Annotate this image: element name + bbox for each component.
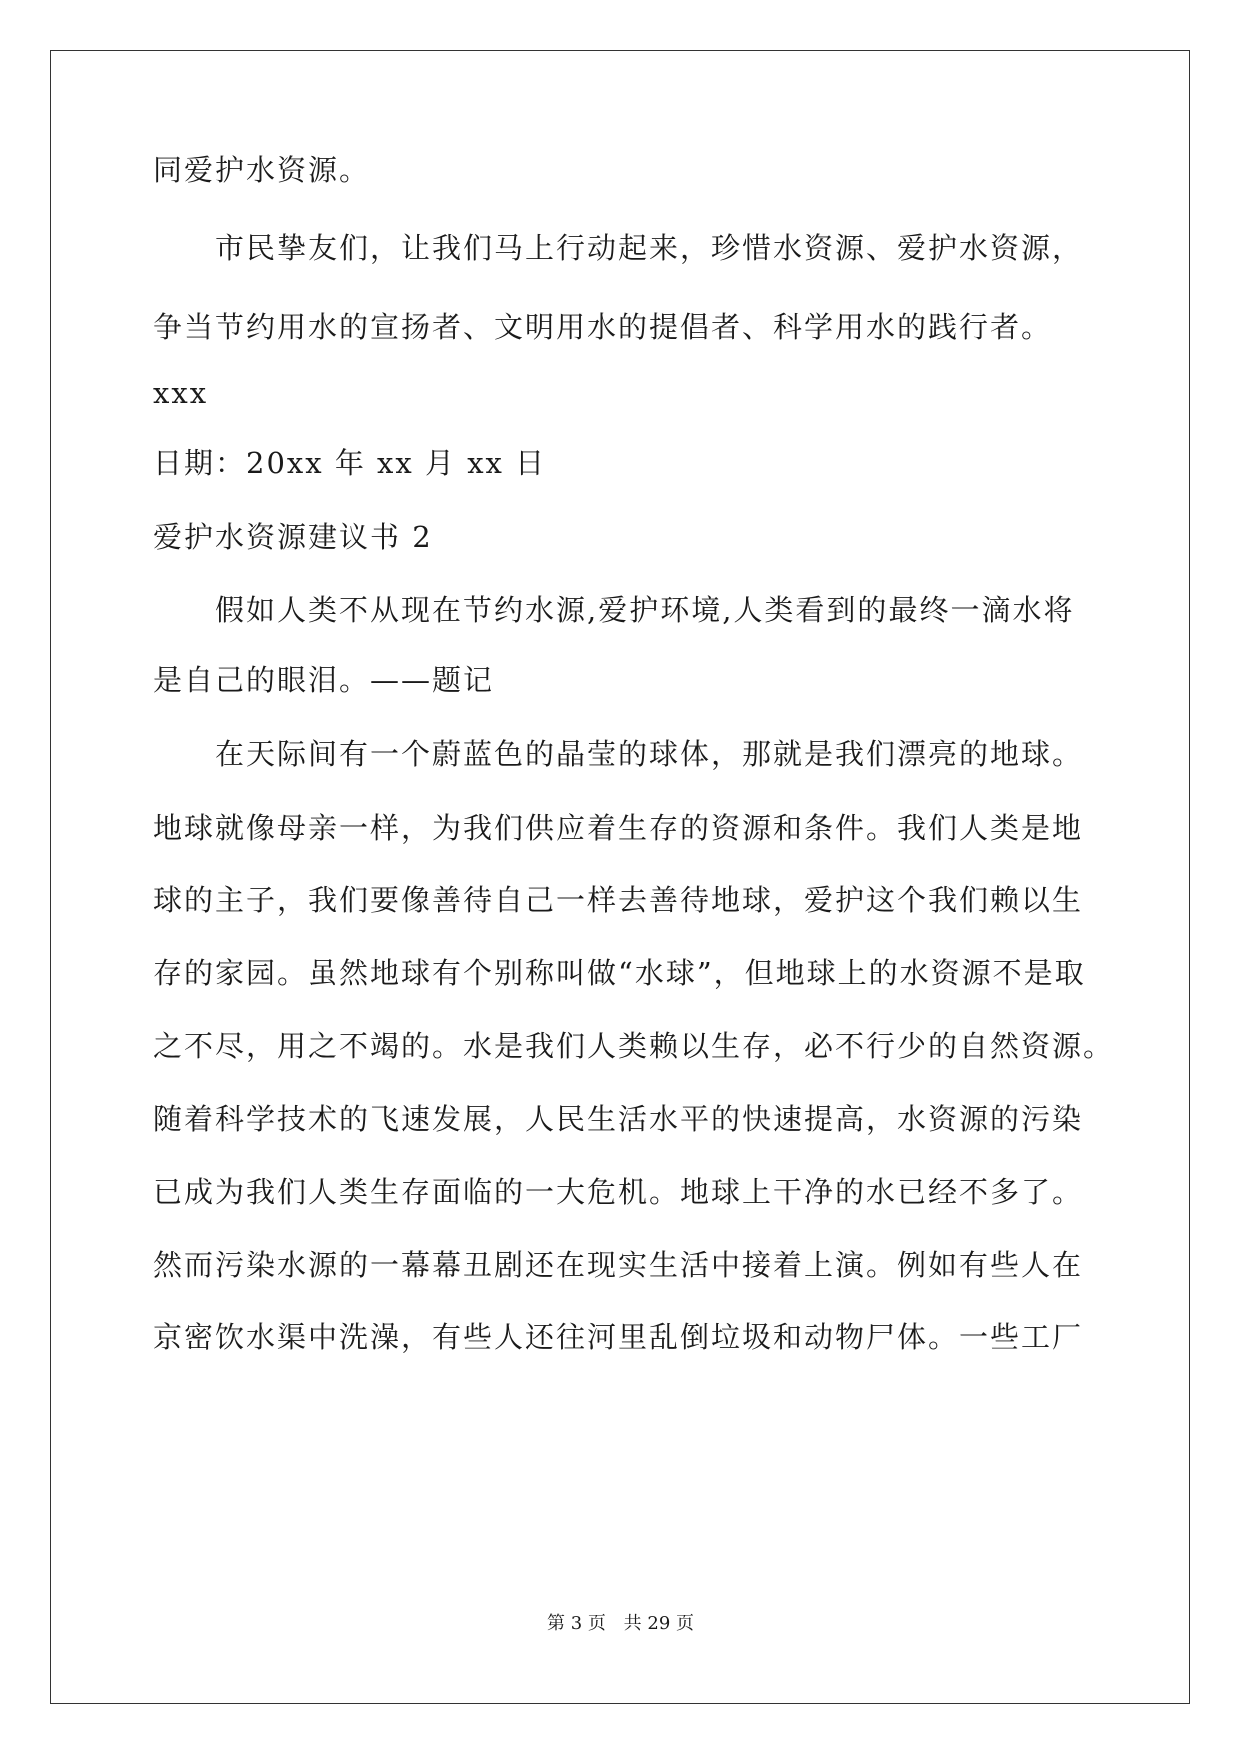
text-line: 存的家园。虽然地球有个别称叫做“水球”，但地球上的水资源不是取 — [153, 956, 1086, 990]
page-number: 第 3 页 — [547, 1613, 606, 1634]
text-line: 争当节约用水的宣扬者、文明用水的提倡者、科学用水的践行者。 — [153, 310, 1053, 344]
paragraph-start-line: 市民挚友们，让我们马上行动起来，珍惜水资源、爱护水资源， — [215, 231, 1084, 265]
text-line: 是自己的眼泪。——题记 — [153, 663, 495, 697]
signature-line: xxx — [153, 376, 209, 410]
page-total: 共 29 页 — [623, 1613, 694, 1634]
text-line: 京密饮水渠中洗澡，有些人还往河里乱倒垃圾和动物尸体。一些工厂 — [153, 1320, 1084, 1354]
text-line: 然而污染水源的一幕幕丑剧还在现实生活中接着上演。例如有些人在 — [153, 1248, 1084, 1282]
text-line: 随着科学技术的飞速发展，人民生活水平的快速提高，水资源的污染 — [153, 1102, 1084, 1136]
paragraph-start-line: 假如人类不从现在节约水源,爱护环境,人类看到的最终一滴水将 — [215, 593, 1075, 627]
page-footer — [0, 1612, 1241, 1636]
text-line: 之不尽，用之不竭的。水是我们人类赖以生存，必不行少的自然资源。 — [153, 1029, 1115, 1063]
date-line: 日期：20xx 年 xx 月 xx 日 — [153, 446, 547, 480]
text-line: 已成为我们人类生存面临的一大危机。地球上干净的水已经不多了。 — [153, 1175, 1084, 1209]
paragraph-start-line: 在天际间有一个蔚蓝色的晶莹的球体，那就是我们漂亮的地球。 — [215, 737, 1084, 771]
text-line: 地球就像母亲一样，为我们供应着生存的资源和条件。我们人类是地 — [153, 811, 1084, 845]
section-title: 爱护水资源建议书 2 — [153, 520, 433, 554]
text-line: 同爱护水资源。 — [153, 153, 371, 187]
text-line: 球的主子，我们要像善待自己一样去善待地球，爱护这个我们赖以生 — [153, 883, 1084, 917]
page-border — [50, 50, 1190, 1704]
